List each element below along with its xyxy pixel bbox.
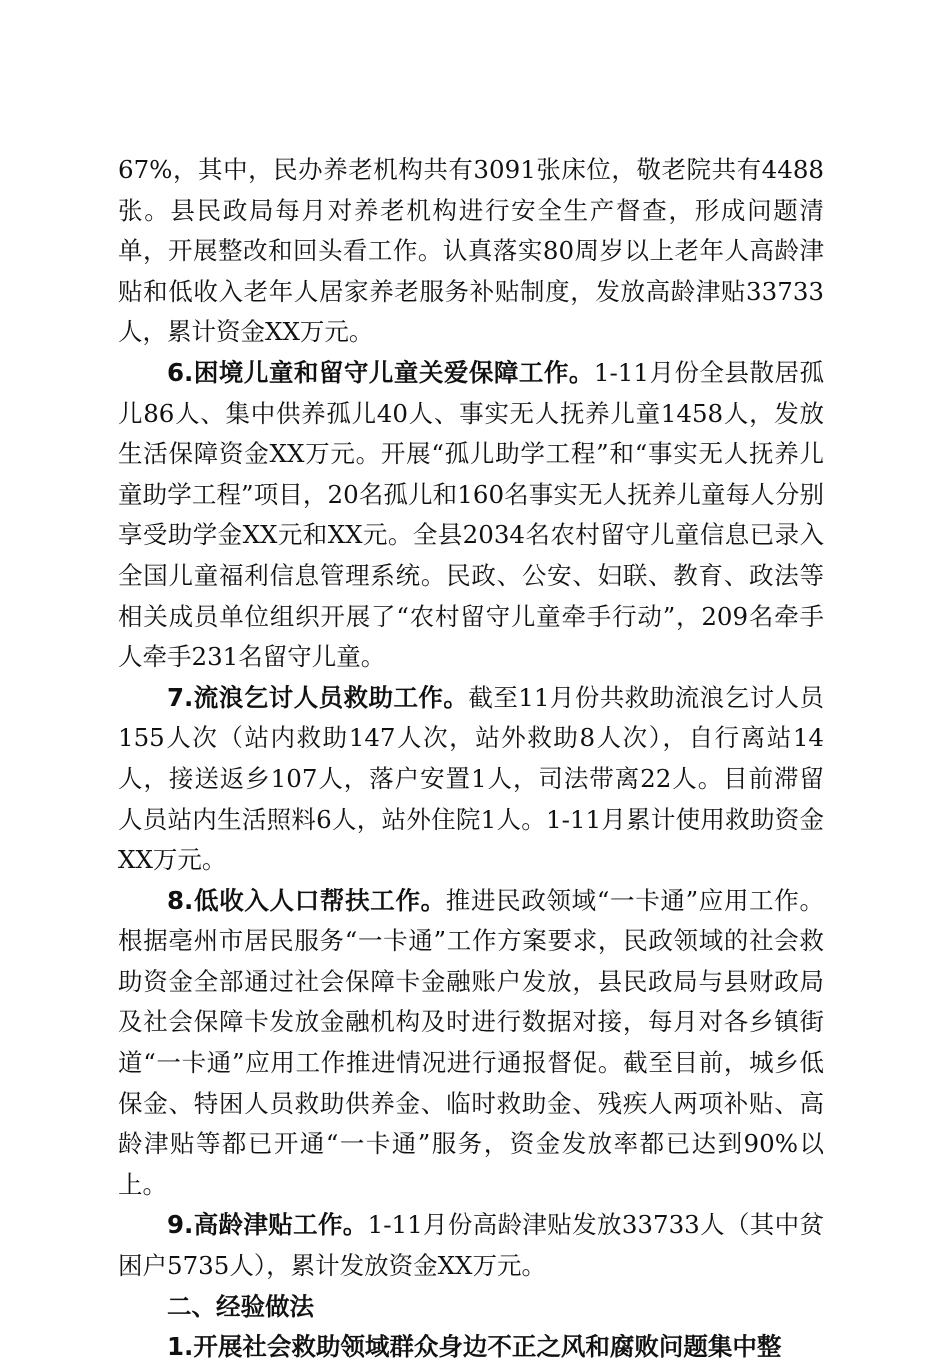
paragraph-text: 1-11月份高龄津贴发放33733人（其中贫困户5735人），累计发放资金XX万元。 — [118, 1210, 824, 1281]
paragraph-senior-allowance — [118, 1205, 824, 1286]
paragraph-text: 1-11月份全县散居孤儿86人、集中供养孤儿40人、事实无人抚养儿童1458人，发放生活保障资金XX万元。开展“孤儿助学工程”和“事实无人抚养儿童助学工程”项目，20名孤儿和160名事实无人抚养儿童每人分别享受助学金XX元和XX元。全县2034名农村留守儿童信息已录入全国儿童福利信息管理系统。民政、公安、妇联、教育、政法等相关成员单位组织开展了“农村留守儿童牵手行动”，209名牵手人牵手231名留守儿童。 — [118, 357, 824, 672]
paragraph-children-care — [118, 353, 824, 678]
subheading-rectification: 1.开展社会救助领域群众身边不正之风和腐败问题集中整 — [167, 1332, 782, 1362]
section-heading-8: 8.低收入人口帮扶工作。 — [167, 885, 446, 915]
section-heading-9: 9.高龄津贴工作。 — [167, 1210, 368, 1240]
document-body — [118, 150, 824, 1368]
section-heading-6: 6.困境儿童和留守儿童关爱保障工作。 — [167, 357, 594, 387]
paragraph-elderly-care-continued — [118, 150, 824, 353]
paragraph-vagrant-relief — [118, 678, 824, 881]
paragraph-text: 截至11月份共救助流浪乞讨人员155人次（站内救助147人次，站外救助8人次），自行离站14人，接送返乡107人，落户安置1人，司法带离22人。目前滞留人员站内生活照料6人，站外住院1人。1-11月累计使用救助资金XX万元。 — [118, 682, 824, 875]
chapter-heading-experience: 二、经验做法 — [167, 1291, 314, 1321]
paragraph-text: 推进民政领域“一卡通”应用工作。根据亳州市居民服务“一卡通”工作方案要求，民政领域的社会救助资金全部通过社会保障卡金融账户发放，县民政局与县财政局及社会保障卡发放金融机构及时进行数据对接，每月对各乡镇街道“一卡通”应用工作推进情况进行通报督促。截至目前，城乡低保金、特困人员救助供养金、临时救助金、残疾人两项补贴、高龄津贴等都已开通“一卡通”服务，资金发放率都已达到90%以上。 — [118, 885, 824, 1199]
paragraph-low-income-support — [118, 881, 824, 1206]
paragraph-text: 67%，其中，民办养老机构共有3091张床位，敬老院共有4488张。县民政局每月对养老机构进行安全生产督查，形成问题清单，开展整改和回头看工作。认真落实80周岁以上老年人高龄津贴和低收入老年人居家养老服务补贴制度，发放高龄津贴33733人，累计资金XX万元。 — [118, 155, 824, 347]
section-heading-7: 7.流浪乞讨人员救助工作。 — [167, 682, 469, 712]
